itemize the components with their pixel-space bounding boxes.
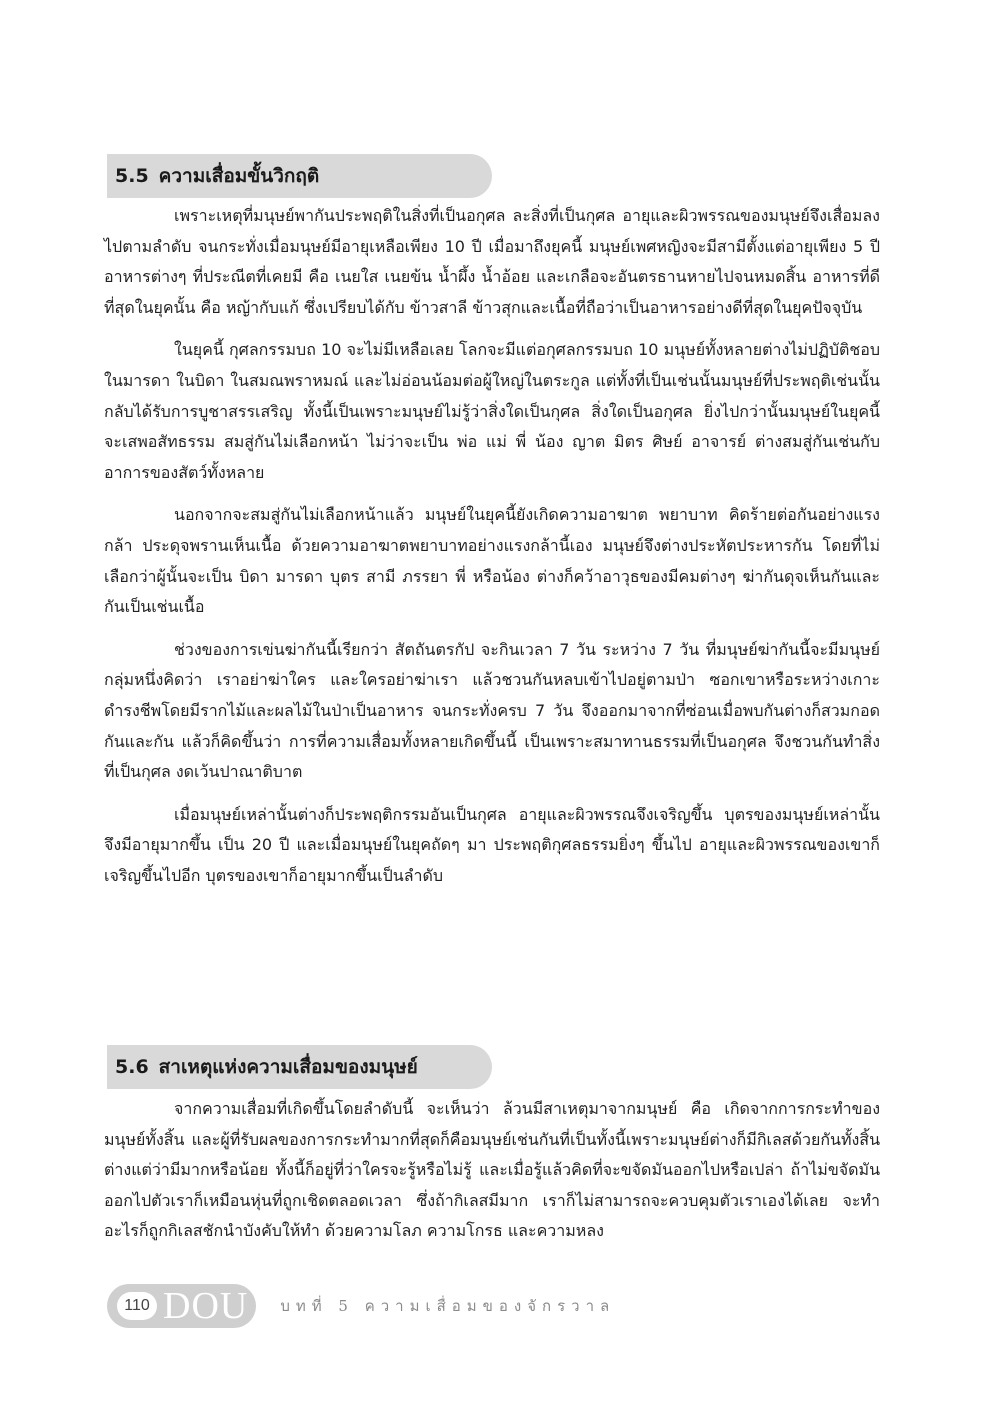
section-number: 5.5 xyxy=(115,165,149,187)
paragraph: ช่วงของการเข่นฆ่ากันนี้เรียกว่า สัตถันตรกัป จะกินเวลา 7 วัน ระหว่าง 7 วัน ที่มนุษย์ฆ่ากันนี้จะมีมนุษย์กลุ่มหนึ่งคิดว่า เราอย่าฆ่าใคร และใครอย่าฆ่าเรา แล้วชวนกันหลบเข้าไปอยู่ตามป่า ซอกเขาหรือระหว่างเกาะ ดำรงชีพโดยมีรากไม้และผลไม้ในป่าเป็นอาหาร จนกระทั่งครบ 7 วัน จึงออกมาจากที่ซ่อนเมื่อพบกันต่างก็สวมกอดกันและกัน แล้วก็คิดขึ้นว่า การที่ความเสื่อมทั้งหลายเกิดขึ้นนี้ เป็นเพราะสมาทานธรรมที่เป็นอกุศล จึงชวนกันทำสิ่งที่เป็นกุศล งดเว้นปาณาติบาต xyxy=(104,639,880,782)
chapter-title: บทที่ 5 ความเสื่อมของจักรวาล xyxy=(280,1297,616,1315)
paragraph: ในยุคนี้ กุศลกรรมบถ 10 จะไม่มีเหลือเลย โลกจะมีแต่อกุศลกรรมบถ 10 มนุษย์ทั้งหลายต่างไม่ปฏิบัติชอบในมารดา ในบิดา ในสมณพราหมณ์ และไม่อ่อนน้อมต่อผู้ใหญ่ในตระกูล แต่ทั้งที่เป็นเช่นนั้นมนุษย์ที่ประพฤติเช่นนั้นกลับได้รับการบูชาสรรเสริญ ทั้งนี้เป็นเพราะมนุษย์ไม่รู้ว่าสิ่งใดเป็นกุศล สิ่งใดเป็นอกุศล ยิ่งไปกว่านั้นมนุษย์ในยุคนี้จะเสพอสัทธรรม สมสู่กันไม่เลือกหน้า ไม่ว่าจะเป็น พ่อ แม่ พี่ น้อง ญาต มิตร ศิษย์ อาจารย์ ต่างสมสู่กันเช่นกับอาการของสัตว์ทั้งหลาย xyxy=(104,340,880,482)
section-title: สาเหตุแห่งความเสื่อมของมนุษย์ xyxy=(158,1056,418,1078)
page-number: 110 xyxy=(117,1292,157,1320)
paragraph: เมื่อมนุษย์เหล่านั้นต่างก็ประพฤติกรรมอันเป็นกุศล อายุและผิวพรรณจึงเจริญขึ้น บุตรของมนุษย์เหล่านั้นจึงมีอายุมากขึ้น เป็น 20 ปี และเมื่อมนุษย์ในยุคถัดๆ มา ประพฤติกุศลธรรมยิ่งๆ ขึ้นไป อายุและผิวพรรณของเขาก็เจริญขึ้นไปอีก บุตรของเขาก็อายุมากขึ้นเป็นลำดับ xyxy=(104,804,880,885)
page-footer xyxy=(107,1284,615,1328)
footer-badge xyxy=(107,1284,256,1328)
section-body-5-6 xyxy=(104,1094,880,1259)
dou-logo: DOU xyxy=(163,1285,249,1327)
paragraph: นอกจากจะสมสู่กันไม่เลือกหน้าแล้ว มนุษย์ในยุคนี้ยังเกิดความอาฆาต พยาบาท คิดร้ายต่อกันอย่างแรงกล้า ประดุจพรานเห็นเนื้อ ด้วยความอาฆาตพยาบาทอย่างแรงกล้านี้เอง มนุษย์จึงต่างประหัตประหารกัน โดยที่ไม่เลือกว่าผู้นั้นจะเป็น บิดา มารดา บุตร สามี ภรรยา พี่ หรือน้อง ต่างก็คว้าอาวุธของมีคมต่างๆ ฆ่ากันดุจเห็นกันและกันเป็นเช่นเนื้อ xyxy=(104,505,880,617)
section-heading-5-5 xyxy=(107,154,492,198)
section-title: ความเสื่อมขั้นวิกฤติ xyxy=(158,165,320,187)
section-number: 5.6 xyxy=(115,1056,149,1078)
paragraph: จากความเสื่อมที่เกิดขึ้นโดยลำดับนี้ จะเห็นว่า ล้วนมีสาเหตุมาจากมนุษย์ คือ เกิดจากการกระทำของมนุษย์ทั้งสิ้น และผู้ที่รับผลของการกระทำมากที่สุดก็คือมนุษย์เช่นกันที่เป็นทั้งนี้เพราะมนุษย์ต่างก็มีกิเลสด้วยกันทั้งสิ้น ต่างแต่ว่ามีมากหรือน้อย ทั้งนี้ก็อยู่ที่ว่าใครจะรู้หรือไม่รู้ และเมื่อรู้แล้วคิดที่จะขจัดมันออกไปหรือเปล่า ถ้าไม่ขจัดมันออกไปตัวเราก็เหมือนหุ่นที่ถูกเชิดตลอดเวลา ซึ่งถ้ากิเลสมีมาก เราก็ไม่สามารถจะควบคุมตัวเราเองได้เลย จะทำอะไรก็ถูกกิเลสชักนำบังคับให้ทำ ด้วยความโลภ ความโกรธ และความหลง xyxy=(104,1099,880,1241)
paragraph: เพราะเหตุที่มนุษย์พากันประพฤติในสิ่งที่เป็นอกุศล ละสิ่งที่เป็นกุศล อายุและผิวพรรณของมนุษย์จึงเสื่อมลงไปตามลำดับ จนกระทั่งเมื่อมนุษย์มีอายุเหลือเพียง 10 ปี เมื่อมาถึงยุคนี้ มนุษย์เพศหญิงจะมีสามีตั้งแต่อายุเพียง 5 ปี อาหารต่างๆ ที่ประณีตที่เคยมี คือ เนยใส เนยข้น น้ำผึ้ง น้ำอ้อย และเกลือจะอันตรธานหายไปจนหมดสิ้น อาหารที่ดีที่สุดในยุคนั้น คือ หญ้ากับแก้ ซึ่งเปรียบได้กับ ข้าวสาลี ข้าวสุกและเนื้อที่ถือว่าเป็นอาหารอย่างดีที่สุดในยุคปัจจุบัน xyxy=(104,206,880,317)
section-body-5-5 xyxy=(104,201,880,903)
section-heading-5-6 xyxy=(107,1045,492,1089)
